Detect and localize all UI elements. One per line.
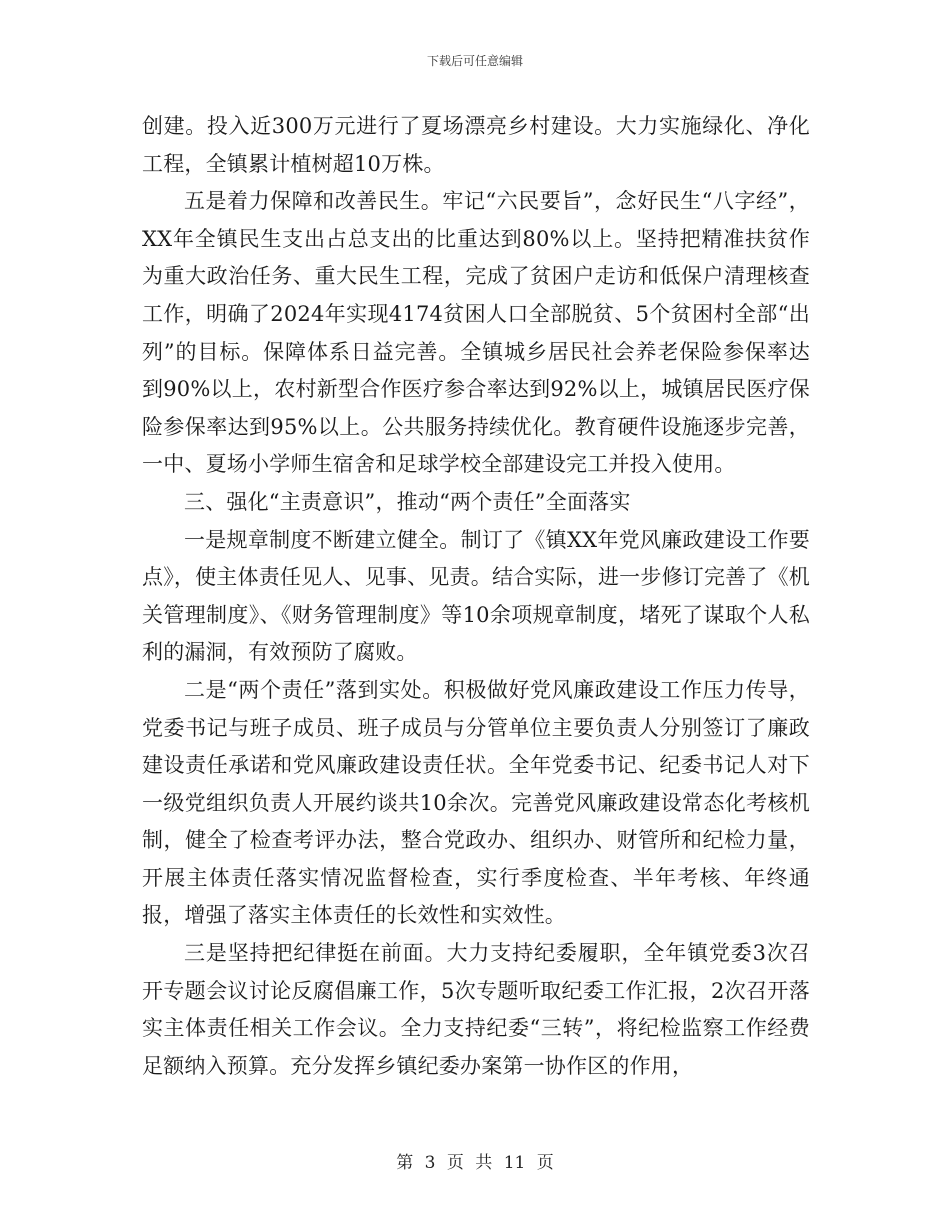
paragraph: 一是规章制度不断建立健全。制订了《镇XX年党风廉政建设工作要点》，使主体责任见人、见事、见责。结合实际，进一步修订完善了《机关管理制度》、《财务管理制度》等10余项规章制度，堵死了谋取个人私利的漏洞，有效预防了腐败。 bbox=[142, 527, 810, 665]
section-heading: 三、强化“主责意识”，推动“两个责任”全面落实 bbox=[184, 489, 631, 514]
paragraph: 三是坚持把纪律挺在前面。大力支持纪委履职，全年镇党委3次召开专题会议讨论反腐倡廉工作，5次专题听取纪委工作汇报，2次召开落实主体责任相关工作会议。全力支持纪委“三转”，将纪检监察工作经费足额纳入预算。充分发挥乡镇纪委办案第一协作区的作用， bbox=[142, 941, 810, 1078]
page-footer: 第 3 页 共 11 页 bbox=[396, 1153, 554, 1173]
paragraph: 创建。投入近300万元进行了夏场漂亮乡村建设。大力实施绿化、净化工程，全镇累计植树超10万株。 bbox=[142, 114, 810, 176]
paragraph: 二是“两个责任”落到实处。积极做好党风廉政建设工作压力传导，党委书记与班子成员、班子成员与分管单位主要负责人分别签订了廉政建设责任承诺和党风廉政建设责任状。全年党委书记、纪委书记人对下一级党组织负责人开展约谈共10余次。完善党风廉政建设常态化考核机制，健全了检查考评办法，整合党政办、组织办、财管所和纪检力量，开展主体责任落实情况监督检查，实行季度检查、半年考核、年终通报，增强了落实主体责任的长效性和实效性。 bbox=[142, 677, 810, 928]
document-body bbox=[142, 108, 810, 1085]
page-header: 下载后可任意编辑 bbox=[426, 54, 523, 68]
paragraph: 五是着力保障和改善民生。牢记“六民要旨”，念好民生“八字经”，XX年全镇民生支出占总支出的比重达到80%以上。坚持把精准扶贫作为重大政治任务、重大民生工程，完成了贫困户走访和低保户清理核查工作，明确了2024年实现4174贫困人口全部脱贫、5个贫困村全部“出列”的目标。保障体系日益完善。全镇城乡居民社会养老保险参保率达到90%以上，农村新型合作医疗参合率达到92%以上，城镇居民医疗保险参保率达到95%以上。公共服务持续优化。教育硬件设施逐步完善，一中、夏场小学师生宿舍和足球学校全部建设完工并投入使用。 bbox=[142, 189, 810, 477]
